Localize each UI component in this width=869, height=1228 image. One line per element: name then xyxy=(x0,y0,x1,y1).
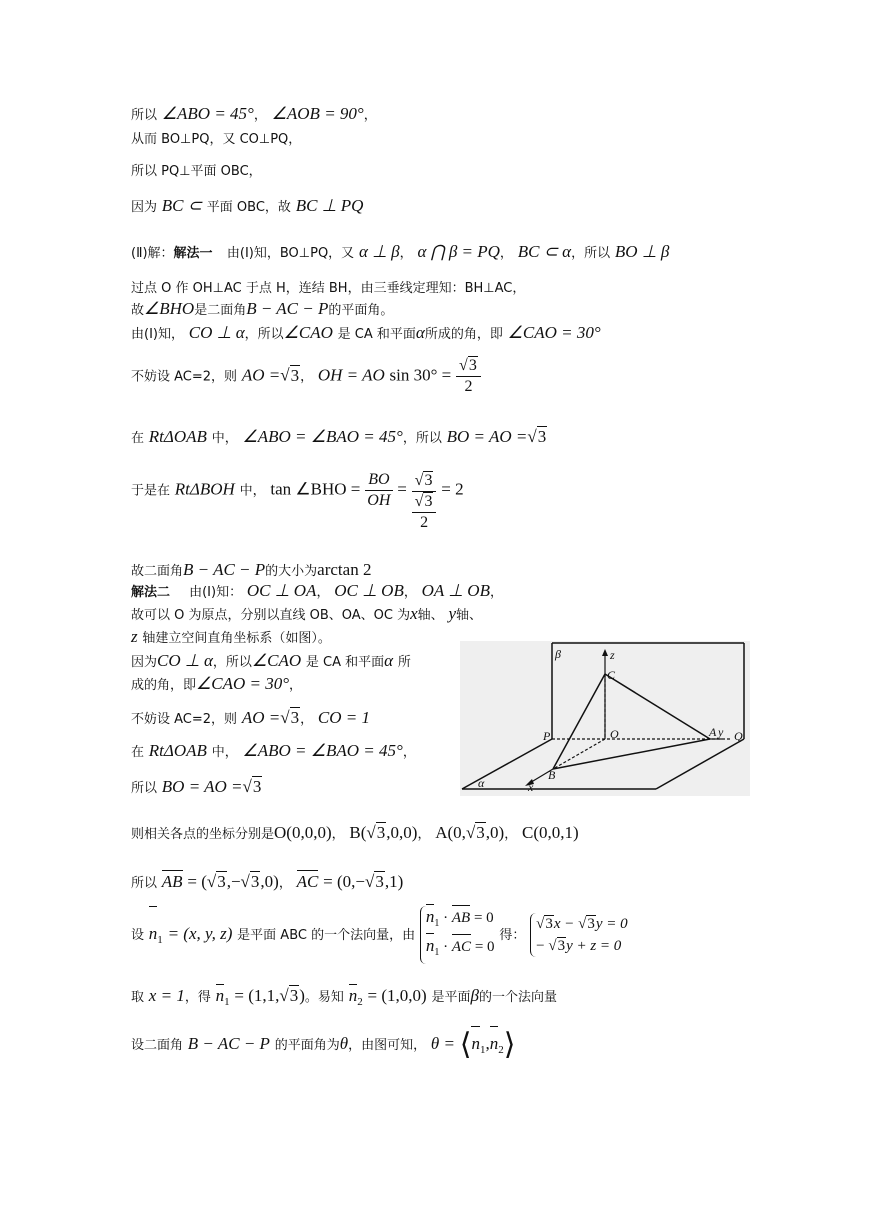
line-8: 由(Ⅰ)知， CO ⊥ α，所以∠CAO 是 CA 和平面α所成的角，即 ∠CAO = 30° xyxy=(131,323,601,342)
label-b: B xyxy=(548,768,556,782)
label-beta: β xyxy=(555,647,561,661)
line-4: 因为 BC ⊂ 平面 OBC，故 BC ⊥ PQ xyxy=(131,196,364,215)
line-6: 过点 O 作 OH⊥AC 于点 H，连结 BH，由三垂线定理知：BH⊥AC， xyxy=(131,281,526,296)
coordinate-figure xyxy=(460,641,750,796)
line-15: z 轴建立空间直角坐标系（如图）。 xyxy=(131,627,331,646)
line-7: 故∠BHO是二面角B − AC − P的平面角。 xyxy=(131,299,394,318)
label-y: y xyxy=(718,725,724,739)
line-20: 所以 BO = AO =√3 xyxy=(131,777,262,796)
fraction-nested: $\frac{√3}{\frac{√3}{2}}$ xyxy=(412,471,437,533)
label-p: P xyxy=(543,729,551,743)
fraction-bo-oh: $\frac{BO}{OH}$ xyxy=(365,470,392,511)
line-13: 解法二 由(Ⅰ)知： OC ⊥ OA， OC ⊥ OB， OA ⊥ OB， xyxy=(131,581,503,600)
fraction-oh: $\frac{√3}{2}$ xyxy=(456,356,481,397)
label-x: x xyxy=(528,780,534,794)
line-19: 在 RtΔOAB 中， ∠ABO = ∠BAO = 45°， xyxy=(131,741,416,760)
line-11: 于是在 RtΔBOH 中， tan ∠BHO = $\frac{BO}{OH}$ = $\frac{√3}{\frac{√3}{2}}$ = 2 xyxy=(131,471,464,532)
label-a: A xyxy=(709,725,717,739)
line-10: 在 RtΔOAB 中， ∠ABO = ∠BAO = 45°，所以 BO = AO =√3 xyxy=(131,427,547,446)
line-1: 所以 ∠ABO = 45°， ∠AOB = 90°， xyxy=(131,104,377,123)
line-9: 不妨设 AC=2，则 AO =√3， OH = AO sin 30° = $\frac{√3}{2}$ xyxy=(131,356,481,397)
label-alpha: α xyxy=(478,776,485,790)
line-22: 所以 AB = (√3,−√3,0)， AC = (0,−√3,1) xyxy=(131,872,404,891)
system-dot-products: $n_1$ · AB = 0 $n_1$ · AC = 0 xyxy=(420,906,495,964)
label-q: Q xyxy=(734,729,743,743)
line-2: 从而 BO⊥PQ，又 CO⊥PQ， xyxy=(131,132,302,147)
line-23: 设 $n_1 = (x$, y, z) 是平面 ABC 的一个法向量，由 $n_1$ · AB = 0 $n_1$ · AC = 0 得： √3x − √3y = 0 − √3y + z = 0 xyxy=(131,906,628,966)
line-12: 故二面角B − AC − P的大小为arctan 2 xyxy=(131,560,372,579)
line-24: 取 x = 1，得 $n_1 = (1,1,√3)$。易知 $n_2 = (1,0,0)$ 是平面β的一个法向量 xyxy=(131,986,557,1008)
label-z: z xyxy=(610,648,615,662)
line-5: (Ⅱ)解：解法一 由(Ⅰ)知，BO⊥PQ，又 α ⊥ β， α ⋂ β = PQ， BC ⊂ α，所以 BO ⊥ β xyxy=(131,242,670,261)
line-16: 因为CO ⊥ α，所以∠CAO 是 CA 和平面α 所 xyxy=(131,651,411,670)
line-18: 不妨设 AC=2，则 AO =√3， CO = 1 xyxy=(131,708,370,727)
line-21: 则相关各点的坐标分别是O(0,0,0)， B(√3,0,0)， A(0,√3,0)， C(0,0,1) xyxy=(131,823,579,842)
label-o: O xyxy=(610,727,619,741)
system-equations: √3x − √3y = 0 − √3y + z = 0 xyxy=(530,913,628,957)
label-c: C xyxy=(607,668,616,682)
line-3: 所以 PQ⊥平面 OBC， xyxy=(131,164,262,179)
line-17: 成的角，即∠CAO = 30°， xyxy=(131,674,303,693)
line-25: 设二面角 B − AC − P 的平面角为θ，由图可知， $\theta = ⟨n_1,n_2⟩$ xyxy=(131,1027,516,1062)
line-14: 故可以 O 为原点，分别以直线 OB、OA、OC 为x轴、 y轴、 xyxy=(131,604,483,623)
